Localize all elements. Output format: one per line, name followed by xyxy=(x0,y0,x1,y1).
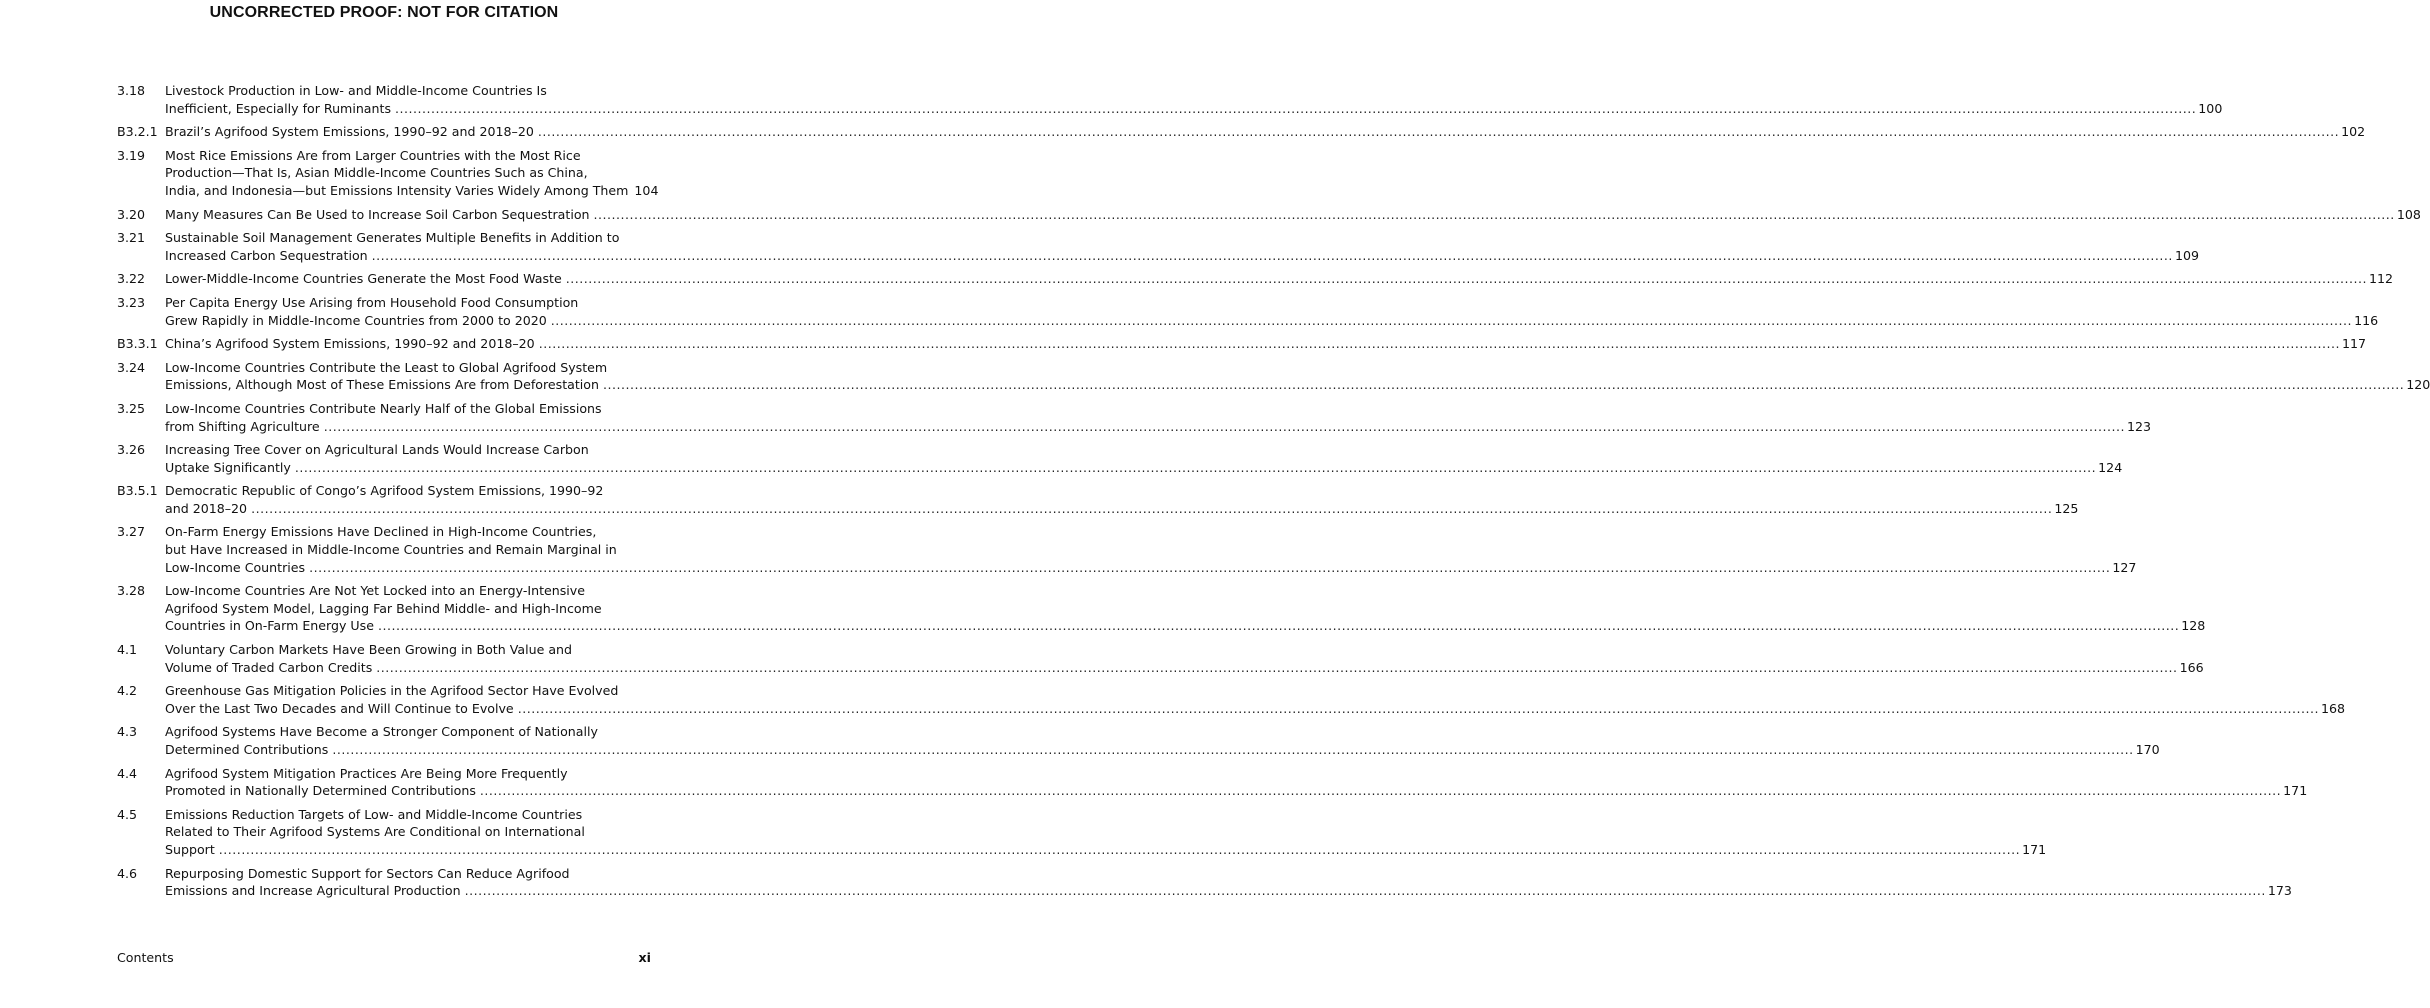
toc-entry-title-line: Repurposing Domestic Support for Sectors Can Reduce Agrifood xyxy=(165,865,570,881)
toc-entry-title-line: Greenhouse Gas Mitigation Policies in the Agrifood Sector Have Evolved xyxy=(165,683,619,699)
toc-entry-title-line: Support xyxy=(165,841,215,857)
toc-entry-page: 104 xyxy=(634,182,659,198)
dot-leader: ................................................................................................................................................................................................................................................................................................................................................................................................................ xyxy=(377,618,2180,634)
toc-entry-title-line: Emissions Reduction Targets of Low- and Middle-Income Countries xyxy=(165,806,583,822)
toc-entry-title-line: Agrifood System Model, Lagging Far Behind Middle- and High-Income xyxy=(165,600,602,616)
toc-entry-number: 3.26 xyxy=(117,442,146,458)
toc-entry-title-line: Emissions, Although Most of These Emissions Are from Deforestation xyxy=(165,377,599,393)
toc-entry-number: 3.21 xyxy=(117,230,146,246)
toc-entry-title-line: Inefficient, Especially for Ruminants xyxy=(165,100,392,116)
toc-entry-title-line: Increased Carbon Sequestration xyxy=(165,247,368,263)
toc-entry-title-line: Increasing Tree Cover on Agricultural Lands Would Increase Carbon xyxy=(165,442,589,458)
toc-entry[interactable] xyxy=(117,123,2366,141)
toc-entry[interactable] xyxy=(117,482,2079,517)
toc-entry[interactable] xyxy=(117,523,2137,576)
toc-entry-number: 4.4 xyxy=(117,765,138,781)
toc-entry-page: 102 xyxy=(2341,124,2366,140)
toc-entry-number: 4.3 xyxy=(117,724,138,740)
dot-leader: ................................................................................................................................................................................................................................................................................................................................................................................................................ xyxy=(479,783,2282,799)
toc-entry-title-line: Grew Rapidly in Middle-Income Countries from 2000 to 2020 xyxy=(165,312,547,328)
toc-entry-page: 120 xyxy=(2406,377,2430,393)
dot-leader: ................................................................................................................................................................................................................................................................................................................................................................................................................ xyxy=(332,742,2134,757)
toc-entry-title-line: Low-Income Countries Contribute Nearly Half of the Global Emissions xyxy=(165,400,602,416)
table-of-contents xyxy=(117,82,2430,906)
toc-entry-page: 117 xyxy=(2341,336,2367,352)
toc-entry[interactable] xyxy=(117,294,2379,329)
toc-entry-title-line: On-Farm Energy Emissions Have Declined in High-Income Countries, xyxy=(165,524,597,540)
dot-leader: ................................................................................................................................................................................................................................................................................................................................................................................................................ xyxy=(550,312,2353,328)
toc-entry[interactable] xyxy=(117,147,659,200)
toc-entry-title-line: India, and Indonesia—but Emissions Intensity Varies Widely Among Them xyxy=(165,182,629,198)
toc-entry[interactable] xyxy=(117,400,2152,435)
toc-entry-title-line: Production—That Is, Asian Middle-Income Countries Such as China, xyxy=(165,165,588,181)
dot-leader: ................................................................................................................................................................................................................................................................................................................................................................................................................ xyxy=(565,271,2368,287)
toc-entry-number: 3.27 xyxy=(117,524,146,540)
toc-entry-title-line: Many Measures Can Be Used to Increase Soil Carbon Sequestration xyxy=(165,206,590,222)
toc-entry-title-line: Sustainable Soil Management Generates Multiple Benefits in Addition to xyxy=(165,230,620,246)
toc-entry-title-line: Low-Income Countries xyxy=(165,559,306,575)
dot-leader: ................................................................................................................................................................................................................................................................................................................................................................................................................ xyxy=(537,124,2340,140)
toc-entry[interactable] xyxy=(117,335,2367,353)
toc-entry-title-line: Countries in On-Farm Energy Use xyxy=(165,618,374,634)
toc-entry-title-line: Emissions and Increase Agricultural Production xyxy=(165,883,461,899)
toc-entry-page: 127 xyxy=(2112,559,2137,575)
toc-entry-number: 3.28 xyxy=(117,583,146,599)
toc-entry-title-line: Uptake Significantly xyxy=(165,459,291,475)
toc-entry-title-line: Determined Contributions xyxy=(165,742,329,757)
toc-entry-number: B3.5.1 xyxy=(117,483,158,499)
toc-entry-number: 3.25 xyxy=(117,400,146,416)
dot-leader: ................................................................................................................................................................................................................................................................................................................................................................................................................ xyxy=(538,336,2340,352)
toc-entry[interactable] xyxy=(117,806,2047,859)
dot-leader: ................................................................................................................................................................................................................................................................................................................................................................................................................ xyxy=(464,883,2266,899)
toc-entry-number: 3.20 xyxy=(117,206,146,222)
dot-leader: ................................................................................................................................................................................................................................................................................................................................................................................................................ xyxy=(294,459,2097,475)
toc-entry-title-line: China’s Agrifood System Emissions, 1990–92 and 2018–20 xyxy=(165,336,535,352)
toc-entry-title-line: Over the Last Two Decades and Will Continue to Evolve xyxy=(165,700,514,716)
toc-entry-page: 124 xyxy=(2098,459,2123,475)
toc-entry-page: 125 xyxy=(2054,500,2079,516)
toc-entry[interactable] xyxy=(117,582,2206,635)
footer-page-number: xi xyxy=(638,950,651,965)
toc-entry[interactable] xyxy=(117,682,2346,717)
dot-leader: ................................................................................................................................................................................................................................................................................................................................................................................................................ xyxy=(376,659,2178,675)
toc-entry-title-line: Agrifood System Mitigation Practices Are Being More Frequently xyxy=(165,765,568,781)
toc-entry[interactable] xyxy=(117,229,2199,264)
dot-leader: ................................................................................................................................................................................................................................................................................................................................................................................................................ xyxy=(603,377,2405,393)
toc-entry-page: 171 xyxy=(2022,841,2047,857)
toc-entry[interactable] xyxy=(117,765,2308,800)
toc-entry-number: 4.2 xyxy=(117,683,138,699)
toc-entry[interactable] xyxy=(117,206,2421,224)
dot-leader: ................................................................................................................................................................................................................................................................................................................................................................................................................ xyxy=(309,559,2111,575)
toc-entry-page: 116 xyxy=(2354,312,2379,328)
toc-entry[interactable] xyxy=(117,441,2123,476)
toc-entry-number: 4.5 xyxy=(117,806,138,822)
toc-entry[interactable] xyxy=(117,270,2394,288)
toc-entry-title-line: but Have Increased in Middle-Income Countries and Remain Marginal in xyxy=(165,542,617,558)
toc-entry-title-line: from Shifting Agriculture xyxy=(165,418,320,434)
toc-entry-page: 171 xyxy=(2283,783,2308,799)
toc-entry-page: 108 xyxy=(2396,206,2421,222)
toc-entry-title-line: Democratic Republic of Congo’s Agrifood System Emissions, 1990–92 xyxy=(165,483,604,499)
proof-notice: UNCORRECTED PROOF: NOT FOR CITATION xyxy=(209,4,559,21)
toc-entry-title-line: Lower-Middle-Income Countries Generate the Most Food Waste xyxy=(165,271,562,287)
toc-entry[interactable] xyxy=(117,359,2430,394)
toc-entry-number: 3.23 xyxy=(117,294,146,310)
toc-entry-number: B3.3.1 xyxy=(117,336,158,352)
dot-leader: ................................................................................................................................................................................................................................................................................................................................................................................................................ xyxy=(517,700,2319,716)
toc-entry-number: 3.19 xyxy=(117,147,146,163)
toc-entry-number: 4.6 xyxy=(117,865,138,881)
toc-entry-page: 128 xyxy=(2181,618,2206,634)
toc-entry-number: 4.1 xyxy=(117,642,138,658)
toc-entry-title-line: Related to Their Agrifood Systems Are Conditional on International xyxy=(165,824,585,840)
toc-entry-page: 168 xyxy=(2320,700,2346,716)
footer-section-label: Contents xyxy=(117,950,174,965)
toc-entry-title-line: Livestock Production in Low- and Middle-Income Countries Is xyxy=(165,83,547,98)
toc-entry-page: 123 xyxy=(2126,418,2152,434)
toc-entry-title-line: Per Capita Energy Use Arising from Household Food Consumption xyxy=(165,294,579,310)
dot-leader: ................................................................................................................................................................................................................................................................................................................................................................................................................ xyxy=(323,418,2125,434)
toc-entry-title-line: and 2018–20 xyxy=(165,500,248,516)
toc-entry-title-line: Promoted in Nationally Determined Contributions xyxy=(165,783,476,799)
toc-entry-title-line: Most Rice Emissions Are from Larger Countries with the Most Rice xyxy=(165,147,581,163)
toc-entry-page: 166 xyxy=(2179,659,2204,675)
toc-entry-page: 170 xyxy=(2135,742,2160,757)
dot-leader: ................................................................................................................................................................................................................................................................................................................................................................................................................ xyxy=(218,841,2021,857)
dot-leader: ................................................................................................................................................................................................................................................................................................................................................................................................................ xyxy=(593,206,2395,222)
dot-leader: ................................................................................................................................................................................................................................................................................................................................................................................................................ xyxy=(371,247,2173,263)
toc-entry-number: 3.24 xyxy=(117,359,146,375)
toc-entry-title-line: Low-Income Countries Contribute the Least to Global Agrifood System xyxy=(165,359,608,375)
toc-entry-page: 100 xyxy=(2198,100,2223,116)
toc-entry[interactable] xyxy=(117,82,2223,117)
toc-entry-number: 3.18 xyxy=(117,83,146,98)
toc-entry-number: 3.22 xyxy=(117,271,146,287)
toc-entry-title-line: Brazil’s Agrifood System Emissions, 1990–92 and 2018–20 xyxy=(165,124,534,140)
toc-entry-page: 109 xyxy=(2174,247,2199,263)
toc-entry[interactable] xyxy=(117,723,2160,758)
toc-entry-title-line: Agrifood Systems Have Become a Stronger Component of Nationally xyxy=(165,724,598,740)
toc-entry-page: 112 xyxy=(2369,271,2394,287)
toc-entry-title-line: Voluntary Carbon Markets Have Been Growing in Both Value and xyxy=(165,642,573,658)
dot-leader: ................................................................................................................................................................................................................................................................................................................................................................................................................ xyxy=(251,500,2053,516)
toc-entry[interactable] xyxy=(117,641,2204,676)
toc-entry-title-line: Volume of Traded Carbon Credits xyxy=(165,659,373,675)
toc-entry-page: 173 xyxy=(2267,883,2292,899)
dot-leader: ................................................................................................................................................................................................................................................................................................................................................................................................................ xyxy=(395,100,2197,116)
toc-entry-title-line: Low-Income Countries Are Not Yet Locked into an Energy-Intensive xyxy=(165,583,586,599)
toc-entry-number: B3.2.1 xyxy=(117,124,158,140)
toc-entry[interactable] xyxy=(117,865,2292,900)
